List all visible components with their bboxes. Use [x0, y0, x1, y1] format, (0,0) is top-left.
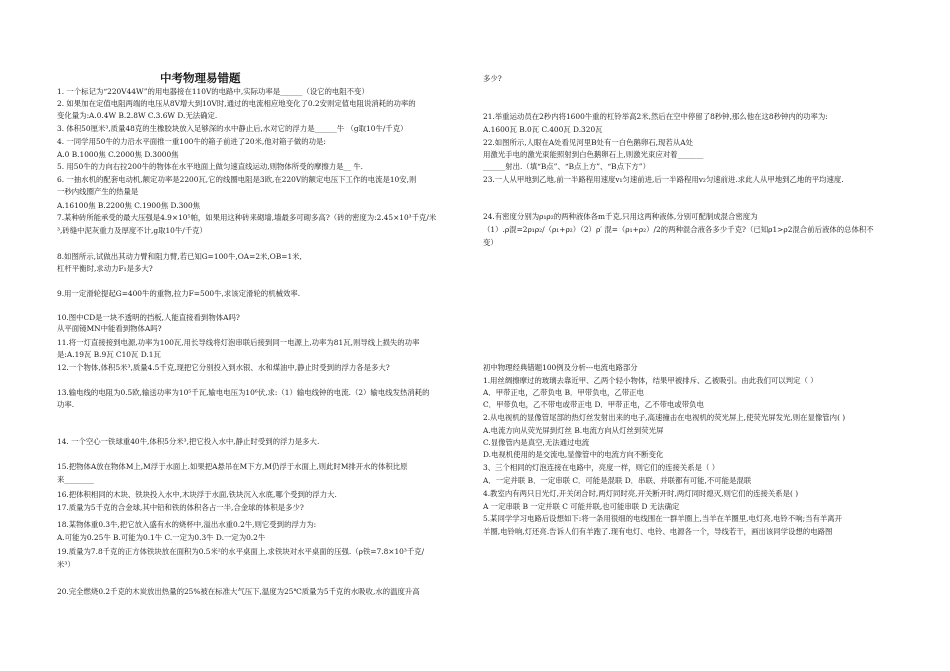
left-line: ³,砖缝中泥灰重力及厚度不计,g取10牛/千克）	[57, 226, 207, 235]
left-line: A.0 B.1000焦 C.2000焦 D.3000焦	[57, 150, 179, 159]
left-line: 来________	[57, 475, 94, 484]
right-line: C．甲带负电，乙不带电或带正电 D．甲带正电，乙不带电或带负电	[483, 400, 704, 409]
right-line: 5.某同学学习电路后设想如下:将一条用很细的电线围在一群羊圈上,当羊在羊圈里,电灯亮,电铃不响;当有羊离开	[483, 514, 843, 523]
left-line: 功率.	[57, 400, 75, 409]
right-line: （1）.ρ混=2ρ₁ρ₂/（ρ₁+ρ₂）（2）ρ′ 混=（ρ₁+ρ₂）/2的两种混合液各多少千克?（已知ρ1>ρ2混合前后液体的总体积不	[483, 225, 874, 234]
right-line: 4.教室内有两只日光灯,开关闭合时,两灯同时亮,开关断开时,两灯同时熄灭,则它们的连接关系是( )	[483, 489, 799, 498]
right-line: A．甲带正电，乙带负电 B．甲带负电，乙带正电	[483, 388, 644, 397]
right-line: D.电视机使用的是交流电,显像管中的电流方向不断变化	[483, 450, 664, 459]
right-line: 3、三个相同的灯泡连接在电路中，亮度一样，则它们的连接关系是（ ）	[483, 463, 720, 472]
right-line: 初中物理经典错题100例及分析---电流电路部分	[483, 363, 638, 372]
right-line: 羊圈,电铃响,灯还亮.告诉人们有羊跑了.现有电灯、电铃、电源各一个，导线若干，画出该同学设想的电路图	[483, 527, 833, 536]
right-line: A．一定并联 B．一定串联 C．可能是混联 D．串联、并联都有可能,不可能是混联	[483, 476, 752, 485]
left-line: 20.完全燃烧0.2千克的木炭放出热量的25%被在标准大气压下,温度为25℃质量为5千克的水吸收,水的温度升高	[57, 587, 420, 596]
right-line: A 一定串联 B 一定并联 C 可能并联,也可能串联 D 无法确定	[483, 502, 680, 511]
left-line: 17.质量为5千克的合金球,其中铅和铁的体积各占一半,合金球的体积是多少?	[57, 503, 304, 512]
left-line: 18.某物体重0.3牛,把它放入盛有水的烧杯中,溢出水重0.2牛,则它受到的浮力为:	[57, 520, 317, 529]
left-line: A.16100焦 B.2200焦 C.1900焦 D.300焦	[57, 201, 201, 210]
left-line: 1. 一个标记为“220V44W”的用电器接在110V的电路中,实际功率是______（设它的电阻不变）	[57, 87, 369, 96]
left-line: A.可能为0.25牛 B.可能为0.1牛 C.一定为0.3牛 D.一定为0.2牛	[57, 533, 266, 542]
right-line: A.电流方向从荧光屏到灯丝 B.电流方向从灯丝到荧光屏	[483, 426, 664, 435]
right-line: ______射出.（填“B点”、“B点上方”、“B点下方”）	[483, 162, 650, 171]
left-line: 19.质量为7.8千克的正方体铁块放在面积为0.5米²的水平桌面上,求铁块对水平桌面的压强.（ρ铁=7.8×10³千克/	[57, 547, 425, 556]
left-line: 杠杆平衡时,求动力F₁是多大?	[57, 264, 153, 273]
left-line: 13.输电线的电阻为0.5欧,输送功率为10⁵千瓦,输电电压为10⁶伏,求:（1）输电线钟的电流.（2）输电线发热消耗的	[57, 388, 430, 397]
right-line: A.1600瓦 B.0瓦 C.400瓦 D.320瓦	[483, 125, 603, 134]
left-line: 8.如图所示,试做出其动力臂和阻力臂,若已知G=100牛,OA=2米,OB=1米,	[57, 252, 302, 261]
left-line: 4. 一同学用50牛的力沿水平面推一重100牛的箱子前进了20米,他对箱子做的功是:	[57, 137, 326, 146]
left-line: 2. 如果加在定值电阻两端的电压从8V增大到10V时,通过的电流相应地变化了0.2安则定值电阻说消耗的功率的	[57, 99, 416, 108]
right-line: 多少?	[483, 74, 502, 83]
left-line: 一秒内线圈产生的热量是	[57, 187, 139, 196]
left-line: 15.把物体A放在物体M上,M浮于水面上.如果把A悬吊在M下方,M仍浮于水面上,则此时M排开水的体积比原	[57, 462, 408, 471]
left-line: 5. 用50牛的力向右拉200牛的物体在水平地面上做匀速直线运动,则物体所受的摩擦力是__ 牛.	[57, 162, 364, 171]
right-line: 21.举重运动员在2秒内将1600牛重的杠铃举高2米,然后在空中停留了8秒钟,那么他在这8秒钟内的功率为:	[483, 112, 828, 121]
left-line: 变化量为:A.0.4W B.2.8W C.3.6W D.无法确定.	[57, 111, 218, 120]
right-line: 22.如图所示,人眼在A处看见河里B处有一白色鹅卵石,现若从A处	[483, 138, 693, 147]
left-line: 是:A.19瓦 B.9瓦 C10瓦 D.1瓦	[57, 350, 161, 359]
left-line: 11.将一灯直接接到电源,功率为100瓦,用长导线将灯泡串联后接到同一电源上,功率为81瓦,则导线上损失的功率	[57, 338, 420, 347]
left-line: 9.用一定滑轮提起G=400牛的重物,拉力F=500牛,求该定滑轮的机械效率.	[57, 289, 301, 298]
left-line: 3. 体积50厘米³,质量48克的生橡胶块放入足够深的水中静止后,水对它的浮力是______牛 （g取10牛/千克）	[57, 124, 408, 133]
right-line: 用激光手电的激光束能照射到白色鹅卵石上,则激光束应对着_______	[483, 150, 704, 159]
right-line: C.显像管内是真空,无法通过电流	[483, 438, 590, 447]
left-line: 14. 一个空心一铁球重40牛,体积5分米³,把它投入水中,静止时受到的浮力是多大.	[57, 437, 320, 446]
left-line: 6. 一抽水机的配套电动机,额定功率是2200瓦,它的线圈电阻是3欧,在220V的额定电压下工作的电流是10安,则	[57, 175, 417, 184]
left-line: 10.图中CD是一块不透明的挡板,人能直接看到物体A吗?	[57, 313, 240, 322]
right-line: 1.用丝绸擦摩过的玻璃去靠近甲、乙两个轻小物体，结果甲被排斥、乙被吸引。由此我们可以判定（ ）	[483, 376, 818, 385]
left-line: 16.把体积相同的木块、铁块投入水中,木块浮于水面,铁块沉入水底,哪个受到的浮力大.	[57, 490, 337, 499]
left-line: 7.某种砖所能承受的最大压强是4.9×10⁵帕，如果用这种砖来砌墙,墙最多可砌多高?（砖的密度为:2.45×10³千克/米	[57, 213, 437, 222]
left-line: 12.一个物体,体积5米³,质量4.5千克,现把它分别投入到水银、水和煤油中,静止时受到的浮力各是多大?	[57, 363, 390, 372]
page-title: 中考物理易错题	[160, 71, 241, 85]
right-line: 变）	[483, 238, 498, 247]
right-line: 23.一人从甲地到乙地,前一半路程用速度v₁匀速前进,后一半路程用v₂匀速前进.求此人从甲地到乙地的平均速度.	[483, 175, 844, 184]
right-line: 24.有密度分别为ρ₁ρ₂的两种液体各m千克,只用这两种液体,分别可配制成混合密度为	[483, 212, 758, 221]
left-line: 米³）	[57, 560, 75, 569]
right-line: 2.从电视机的显像管尾部的热灯丝发射出来的电子,高速撞击在电视机的荧光屏上,使荧光屏发光,则在显像管内( )	[483, 413, 846, 422]
left-line: 从平面镜MN中能看到物体A吗?	[57, 324, 162, 333]
